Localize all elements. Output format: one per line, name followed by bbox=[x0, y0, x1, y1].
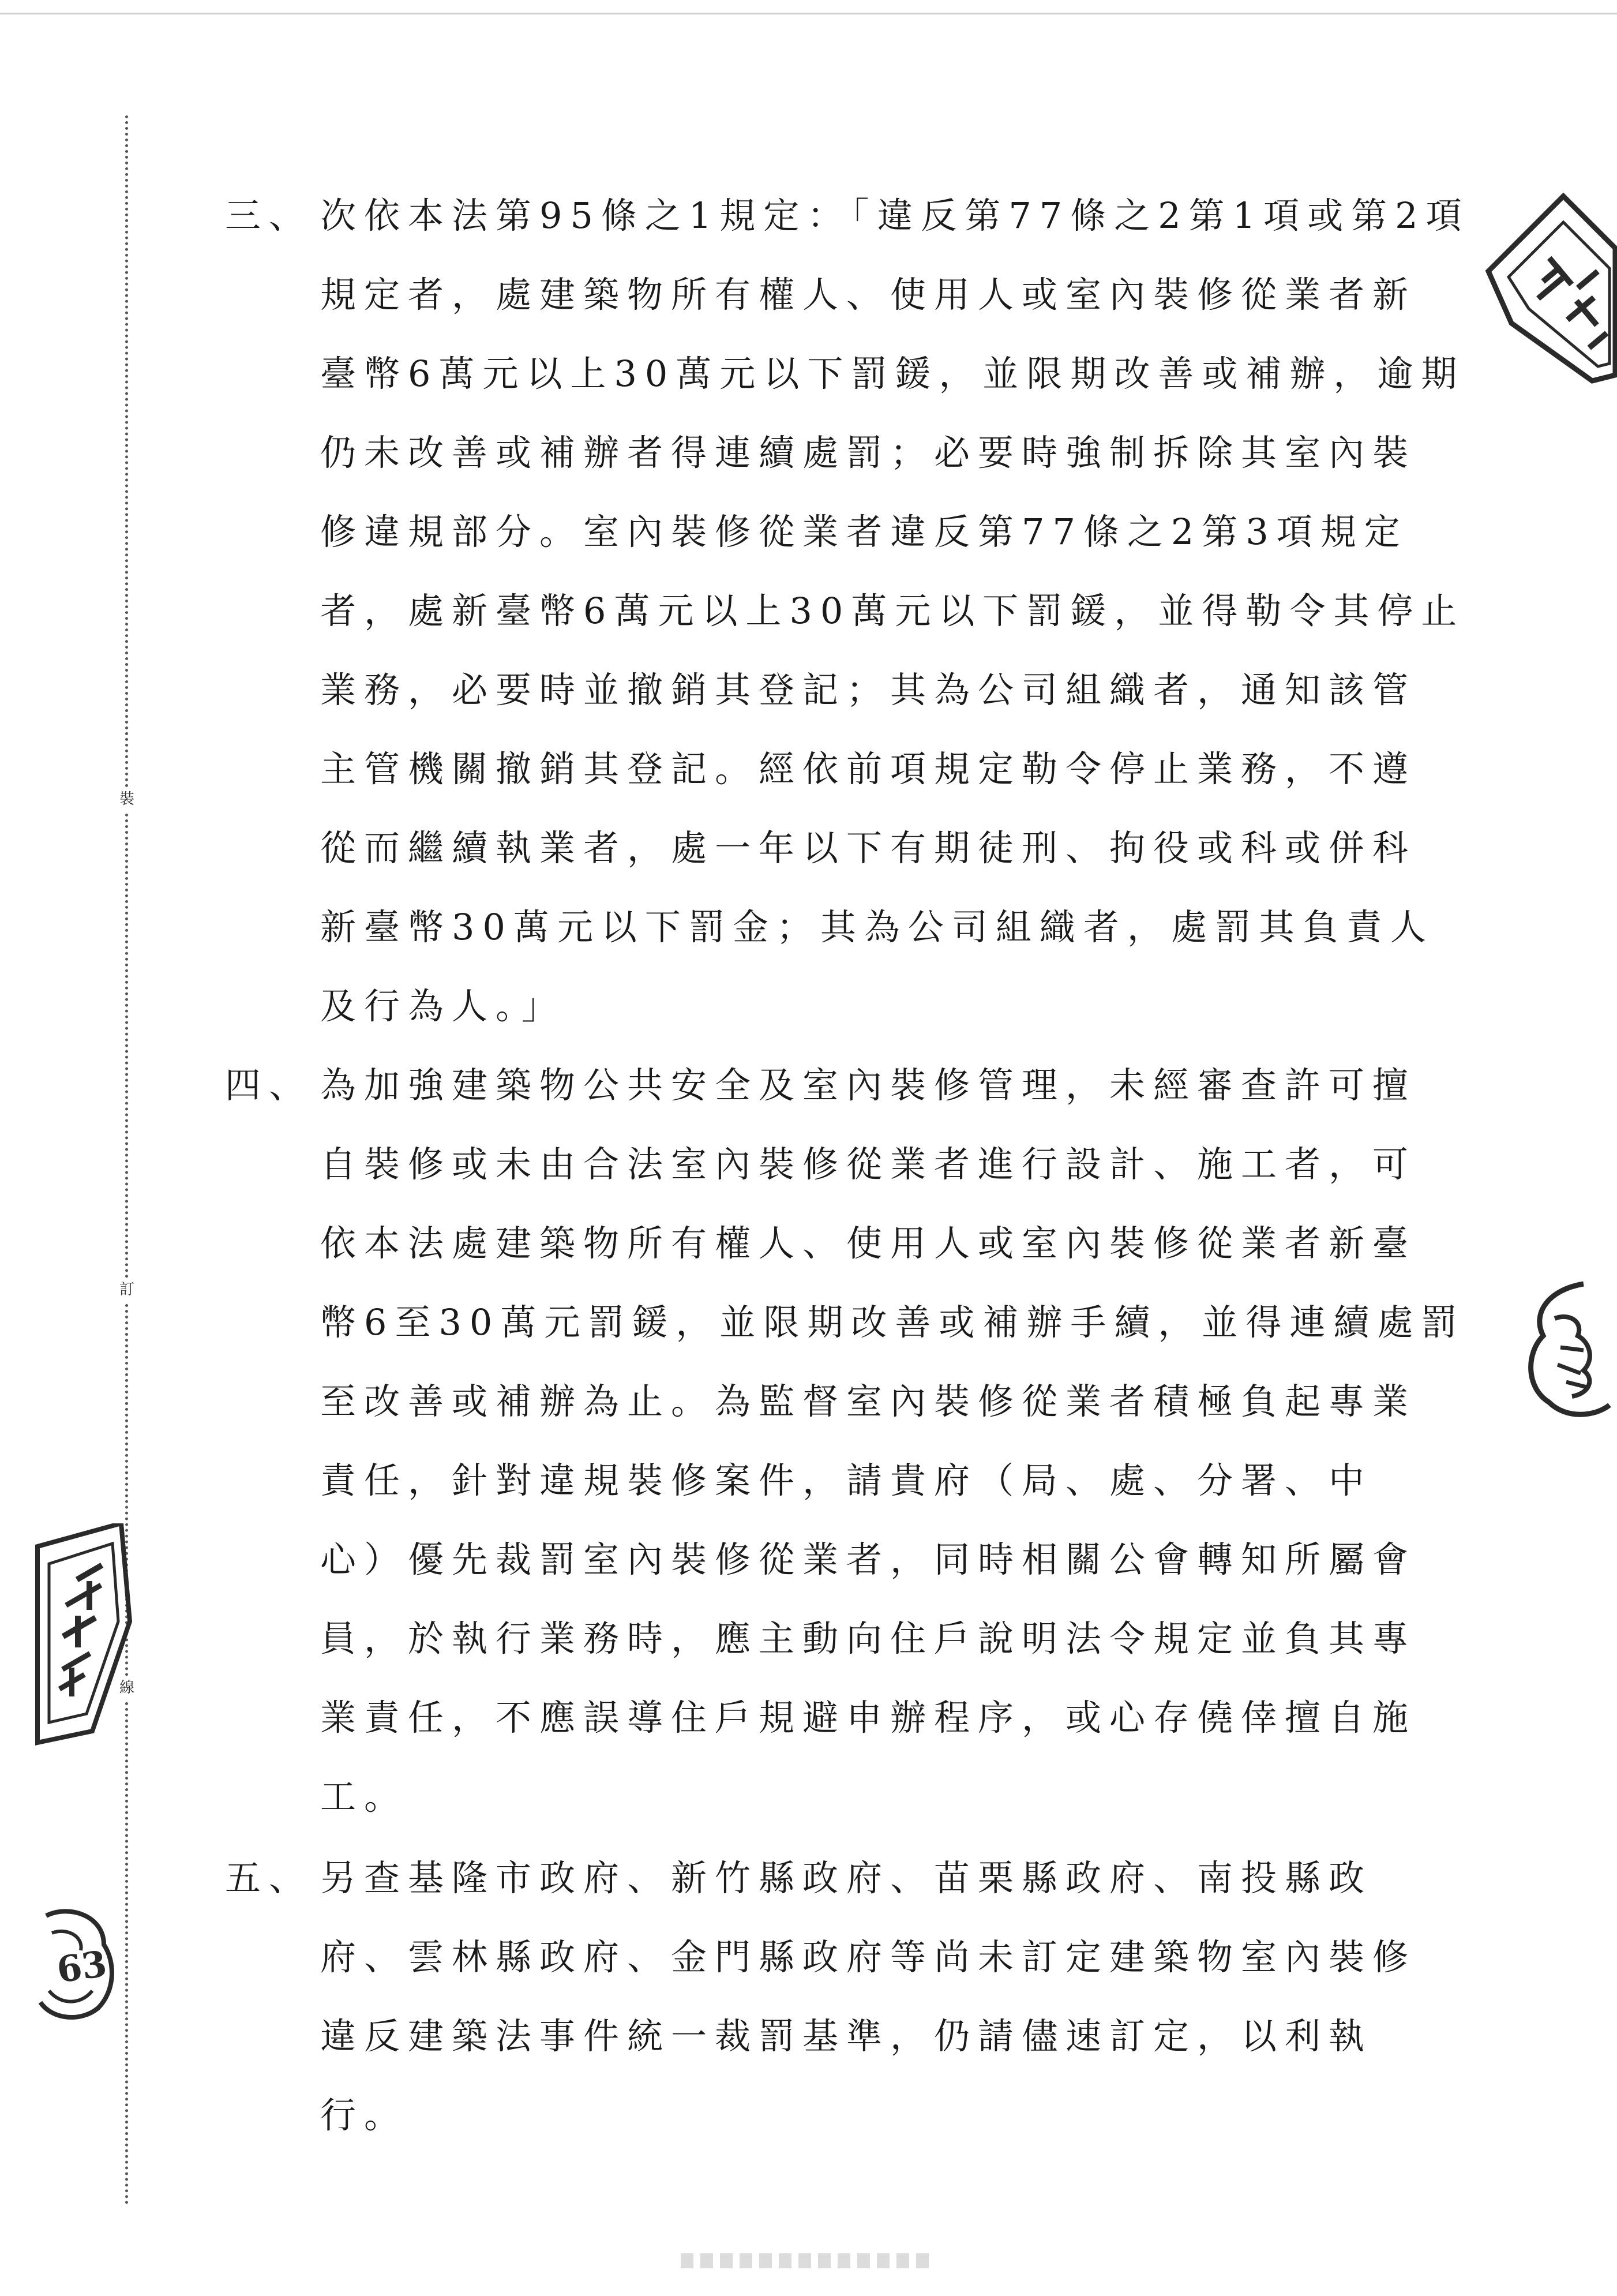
text-line: 仍未改善或補辦者得連續處罰；必要時強制拆除其室內裝 bbox=[320, 432, 1417, 474]
item-number: 五、 bbox=[225, 1857, 313, 1899]
text-line: 次依本法第95條之1規定：「違反第77條之2第1項或第2項 bbox=[320, 194, 1470, 237]
binding-dotted-line bbox=[125, 1702, 128, 2204]
document-check-stamp-seal bbox=[35, 1523, 133, 1746]
text-line: 依本法處建築物所有權人、使用人或室內裝修從業者新臺 bbox=[320, 1222, 1417, 1264]
text-line: 行。 bbox=[320, 2094, 408, 2136]
partial-seal bbox=[1514, 1278, 1612, 1425]
binding-label-xian: 線 bbox=[119, 1679, 134, 1696]
binding-label-ding: 訂 bbox=[119, 1281, 134, 1298]
svg-text:63: 63 bbox=[54, 1942, 110, 1991]
item-five bbox=[225, 1838, 1465, 2155]
text-line: 規定者，處建築物所有權人、使用人或室內裝修從業者新 bbox=[320, 274, 1417, 316]
text-line: 從而繼續執業者，處一年以下有期徒刑、拘役或科或併科 bbox=[320, 827, 1417, 869]
text-line: 責任，針對違規裝修案件，請貴府（局、處、分署、中 bbox=[320, 1459, 1373, 1501]
text-line: 業責任，不應誤導住戶規避申辦程序，或心存僥倖擅自施 bbox=[320, 1696, 1417, 1739]
text-line: 新臺幣30萬元以下罰金；其為公司組織者，處罰其負責人 bbox=[320, 906, 1434, 948]
text-line: 另查基隆市政府、新竹縣政府、苗栗縣政府、南投縣政 bbox=[320, 1857, 1373, 1899]
text-line: 工。 bbox=[320, 1776, 408, 1818]
text-line: 心）優先裁罰室內裝修從業者，同時相關公會轉知所屬會 bbox=[320, 1538, 1417, 1580]
binding-dotted-line bbox=[125, 814, 128, 1278]
text-line: 違反建築法事件統一裁罰基準，仍請儘速訂定，以利執 bbox=[320, 2015, 1373, 2057]
text-line: 主管機關撤銷其登記。經依前項規定勒令停止業務，不遵 bbox=[320, 748, 1417, 790]
text-line: 府、雲林縣政府、金門縣政府等尚未訂定建築物室內裝修 bbox=[320, 1936, 1417, 1978]
top-edge-line bbox=[0, 13, 1617, 14]
text-line: 為加強建築物公共安全及室內裝修管理，未經審查許可擅 bbox=[320, 1064, 1417, 1106]
document-body bbox=[225, 176, 1470, 2155]
text-line: 臺幣6萬元以上30萬元以下罰鍰，並限期改善或補辦，逾期 bbox=[320, 353, 1465, 395]
text-line: 自裝修或未由合法室內裝修從業者進行設計、施工者，可 bbox=[320, 1143, 1417, 1185]
text-line: 員，於執行業務時，應主動向住戶說明法令規定並負其專 bbox=[320, 1617, 1417, 1660]
text-line: 者，處新臺幣6萬元以上30萬元以下罰鍰，並得勒令其停止 bbox=[320, 590, 1465, 632]
item-number: 三、 bbox=[225, 194, 313, 237]
item-three bbox=[225, 176, 1470, 1046]
text-line: 業務，必要時並撤銷其登記；其為公司組織者，通知該管 bbox=[320, 669, 1417, 711]
text-line: 修違規部分。室內裝修從業者違反第77條之2第3項規定 bbox=[320, 511, 1408, 553]
text-line: 及行為人。」 bbox=[320, 985, 566, 1027]
page-number-seal bbox=[35, 1904, 121, 2022]
exchange-stamp-seal bbox=[1477, 190, 1617, 387]
binding-margin bbox=[118, 115, 136, 2204]
binding-label-zhuang: 裝 bbox=[119, 791, 134, 808]
text-line: 幣6至30萬元罰鍰，並限期改善或補辦手續，並得連續處罰 bbox=[320, 1301, 1465, 1343]
footer-faint-mark bbox=[681, 2253, 935, 2268]
text-line: 至改善或補辦為止。為監督室內裝修從業者積極負起專業 bbox=[320, 1380, 1417, 1422]
item-four bbox=[225, 1046, 1465, 1836]
item-number: 四、 bbox=[225, 1064, 313, 1106]
binding-dotted-line bbox=[125, 115, 128, 788]
